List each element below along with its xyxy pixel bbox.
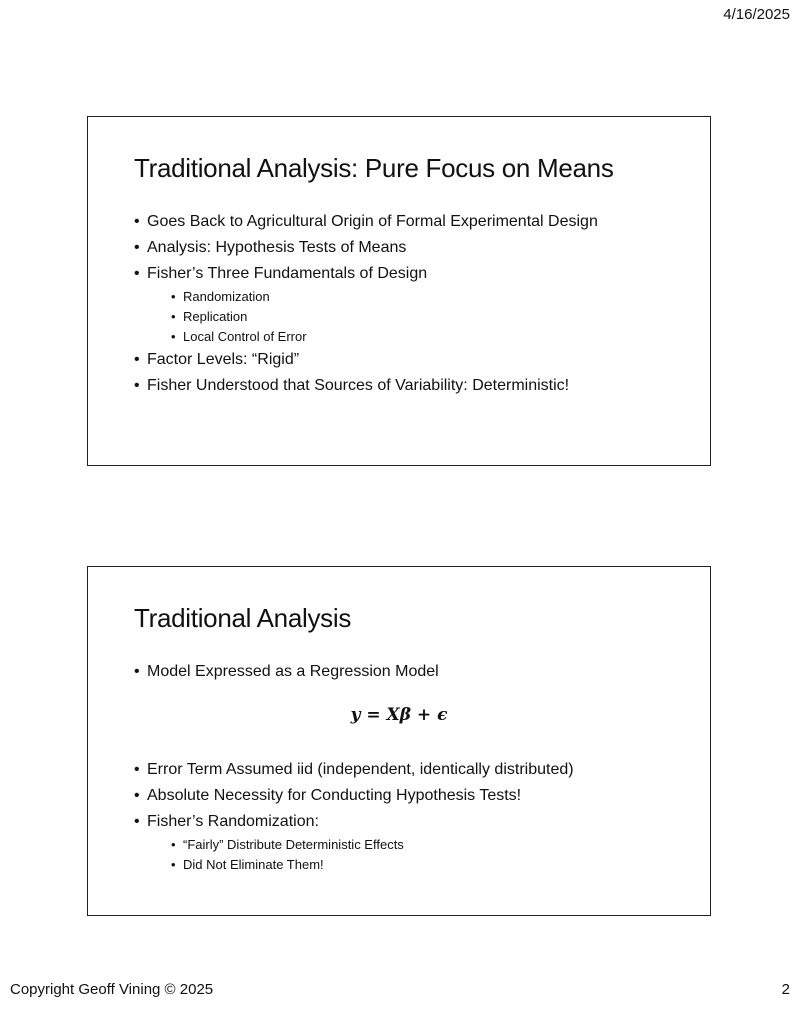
- page-date: 4/16/2025: [723, 6, 790, 23]
- sub-bullet-item: • Replication: [171, 307, 690, 327]
- bullet-item-randomization: [134, 809, 690, 875]
- sub-bullet-item: • “Fairly” Distribute Deterministic Effects: [171, 835, 690, 855]
- bullet-list: [134, 757, 690, 875]
- copyright-footer: Copyright Geoff Vining © 2025: [10, 981, 214, 998]
- bullet-item: • Absolute Necessity for Conducting Hypothesis Tests!: [134, 783, 690, 809]
- bullet-item: • Goes Back to Agricultural Origin of Formal Experimental Design: [134, 209, 690, 235]
- sub-bullet-item: • Randomization: [171, 287, 690, 307]
- slide-2: [87, 566, 711, 916]
- slide-1: [87, 116, 711, 466]
- regression-equation: y = Xβ + ϵ: [350, 705, 448, 725]
- bullet-text: Fisher’s Three Fundamentals of Design: [147, 265, 428, 282]
- sub-bullet-list: [147, 835, 690, 875]
- bullet-text: Fisher’s Randomization:: [147, 813, 319, 830]
- bullet-list: [134, 209, 690, 399]
- sub-bullet-item: • Did Not Eliminate Them!: [171, 855, 690, 875]
- bullet-item: • Factor Levels: “Rigid”: [134, 347, 690, 373]
- slide-title: Traditional Analysis: [134, 603, 352, 633]
- slide-title: Traditional Analysis: Pure Focus on Means: [134, 153, 614, 183]
- bullet-item: • Fisher Understood that Sources of Variability: Deterministic!: [134, 373, 690, 399]
- page-number: 2: [781, 981, 790, 998]
- bullet-item: • Model Expressed as a Regression Model: [134, 659, 690, 685]
- sub-bullet-list: [147, 287, 690, 347]
- bullet-item-fundamentals: [134, 261, 690, 347]
- bullet-item: • Error Term Assumed iid (independent, identically distributed): [134, 757, 690, 783]
- bullet-item: • Analysis: Hypothesis Tests of Means: [134, 235, 690, 261]
- sub-bullet-item: • Local Control of Error: [171, 327, 690, 347]
- bullet-list: [134, 659, 690, 685]
